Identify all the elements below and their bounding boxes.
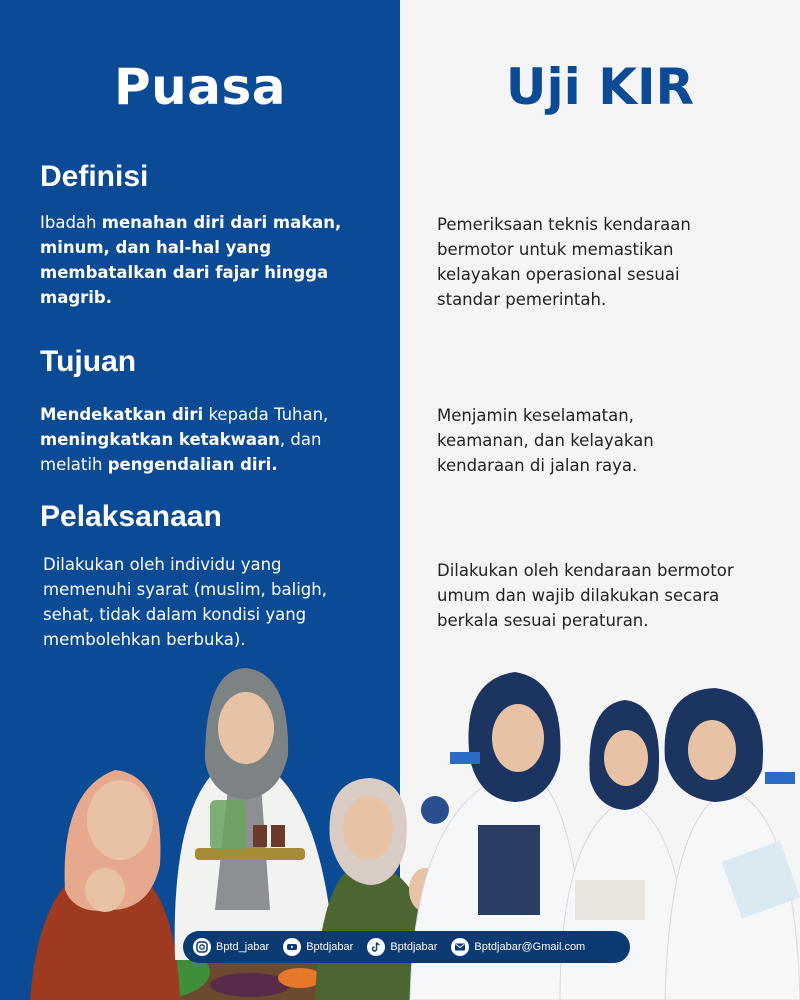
tujuan-puasa-bold3: pengendalian diri. [107,455,278,474]
instagram-icon [193,938,211,956]
officer-3-face [688,720,736,780]
officer-1-face [492,704,544,772]
title-uji-kir: Uji KIR [505,58,695,116]
eggplant [210,973,290,997]
heading-definisi: Definisi [40,160,149,193]
woman-left-thumb [85,868,125,912]
definisi-puasa-text [40,210,360,310]
social-bar [183,931,630,963]
tujuan-puasa-text1: kepada Tuhan, [203,405,329,424]
social-email[interactable] [451,938,585,956]
social-youtube[interactable] [283,938,353,956]
woman-left-face [87,780,153,860]
tiktok-icon [367,938,385,956]
glass-2 [271,825,285,847]
tujuan-puasa-text2: , dan [279,430,322,449]
heading-tujuan: Tujuan [40,345,137,378]
officer-3-epaulette [765,772,795,784]
glass-1 [253,825,267,847]
social-instagram[interactable] [193,938,269,956]
woman-center-face [218,692,274,764]
pelaksanaan-kir-text: Dilakukan oleh kendaraan bermotor umum dan wajib dilakukan secara berkala sesuai peraturan. [437,561,734,630]
tujuan-puasa-bold1: Mendekatkan diri [40,405,204,424]
tray [195,848,305,860]
tiktok-handle: Bptdjabar [390,941,438,953]
woman-right-face [343,796,393,860]
pitcher [210,800,246,850]
youtube-handle: Bptdjabar [306,941,354,953]
tujuan-puasa-text [40,402,370,477]
social-tiktok[interactable] [367,938,437,956]
tujuan-puasa-text3: melatih [40,455,108,474]
document-open [575,880,645,920]
officer-1-badge [421,796,449,824]
officer-1-epaulette [450,752,480,764]
tujuan-kir-text: Menjamin keselamatan, keamanan, dan kelayakan kendaraan di jalan raya. [437,406,654,475]
definisi-puasa-bold: menahan diri dari makan, minum, dan hal-hal yang membatalkan dari fajar hingga magrib. [40,213,342,307]
youtube-icon [283,938,301,956]
tujuan-puasa-bold2: meningkatkan ketakwaan [40,430,280,449]
definisi-puasa-pre: Ibadah [40,213,102,232]
title-puasa: Puasa [114,58,286,116]
instagram-handle: Bptd_jabar [216,941,270,953]
pelaksanaan-puasa-text: Dilakukan oleh individu yang memenuhi syarat (muslim, baligh, sehat, tidak dalam kondisi yang membolehkan berbuka). [43,555,327,649]
heading-pelaksanaan: Pelaksanaan [40,500,222,533]
magazine [478,825,540,915]
email-address: Bptdjabar@Gmail.com [474,941,586,953]
carrot [278,968,322,988]
email-icon [451,938,469,956]
definisi-kir-text: Pemeriksaan teknis kendaraan bermotor untuk memastikan kelayakan operasional sesuai standar pemerintah. [437,215,691,309]
officer-2-face [604,730,648,786]
